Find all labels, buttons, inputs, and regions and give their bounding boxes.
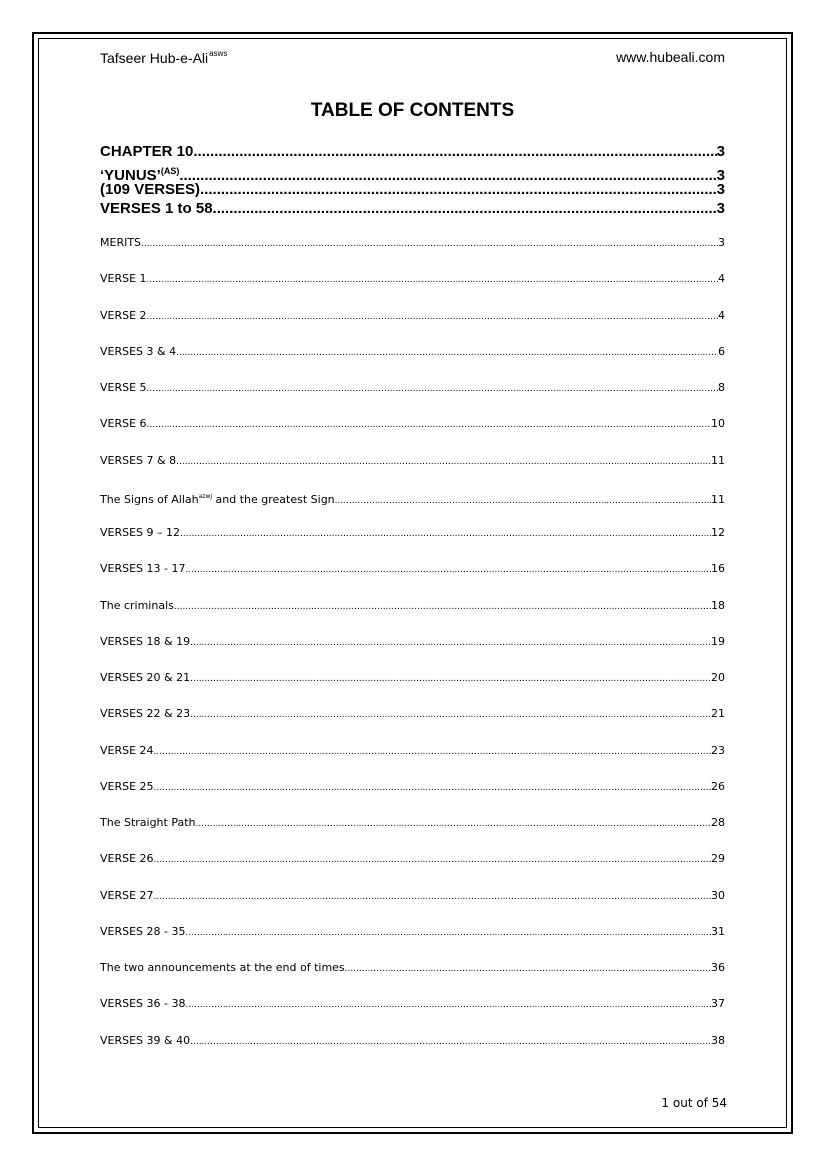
toc-page-number: 3 [716,167,725,184]
toc-entry-text: VERSES 20 & 21 [100,671,191,684]
toc-page-number: 3 [718,236,725,249]
toc-entry-text: The two announcements at the end of times [100,961,345,974]
toc-entry-text: VERSE 1 [100,272,147,285]
toc-dot-leader [154,745,711,759]
toc-page-number: 28 [711,816,725,829]
toc-entry-text: The Signs of Allah [100,493,199,506]
toc-entry-text: VERSE 26 [100,852,154,865]
toc-entry-label [100,526,180,540]
toc-entry-label [100,417,147,431]
toc-dot-leader [180,527,711,541]
toc-page-number: 29 [711,852,725,865]
toc-dot-leader [190,1035,711,1049]
toc-entry-label [100,143,193,161]
toc-entry[interactable] [100,961,725,975]
toc-entry-label [100,309,147,323]
toc-entry-text: The criminals [100,599,174,612]
toc-entry-sup: (AS) [160,166,180,176]
toc-entry[interactable] [100,744,725,758]
toc-entry-text: VERSES 7 & 8 [100,454,177,467]
toc-dot-leader [186,926,712,940]
toc-entry[interactable] [100,345,725,359]
toc-dot-leader [176,346,718,360]
toc-dot-leader [200,181,717,199]
toc-entry-label [100,852,154,866]
toc-dot-leader [196,817,712,831]
toc-page-number: 21 [711,707,725,720]
toc-dot-leader [141,237,718,251]
toc-entry-text: VERSES 13 - 17 [100,562,186,575]
toc-entry-text: VERSES 22 & 23 [100,707,191,720]
toc-entry-label [100,381,147,395]
toc-entry[interactable] [100,925,725,939]
toc-entry[interactable] [100,780,725,794]
toc-dot-leader [335,494,711,508]
toc-main-entry[interactable] [100,143,725,161]
toc-entry-text: VERSE 25 [100,780,154,793]
header-url[interactable]: www.hubeali.com [616,49,725,65]
toc-page-number: 10 [711,417,725,430]
toc-page-number: 3 [716,181,725,198]
toc-entry[interactable] [100,381,725,395]
toc-page-number: 19 [711,635,725,648]
toc-page-number: 38 [711,1034,725,1047]
toc-entry[interactable] [100,526,725,540]
toc-entry[interactable] [100,562,725,576]
toc-entry-label [100,490,335,507]
toc-entry-suffix: and the greatest Sign [212,493,335,506]
toc-dot-leader [193,143,716,161]
toc-entry-label [100,780,154,794]
toc-dot-leader [186,998,712,1012]
toc-entry-text: VERSE 5 [100,381,147,394]
toc-dot-leader [147,273,718,287]
toc-dot-leader [213,200,717,218]
toc-entry-label [100,200,213,218]
toc-page-number: 36 [711,961,725,974]
toc-entry-label [100,236,141,250]
toc-entry-label [100,635,190,649]
toc-entry-label [100,816,196,830]
toc-entry-text: VERSES 18 & 19 [100,635,191,648]
toc-page-number: 8 [718,381,725,394]
toc-entry-text: VERSES 1 to 58 [100,200,213,217]
toc-page-number: 26 [711,780,725,793]
toc-dot-leader [345,962,711,976]
toc-page-number: 3 [716,200,725,217]
toc-entry-label [100,181,200,199]
toc-entry-text: VERSES 36 - 38 [100,997,186,1010]
toc-entry-text: ‘YUNUS’ [100,167,161,184]
header-title-sup: asws [209,49,228,58]
toc-entry-text: MERITS [100,236,142,249]
toc-dot-leader [190,636,711,650]
toc-entry-label [100,345,176,359]
toc-entry[interactable] [100,852,725,866]
toc-entry-label [100,744,154,758]
toc-entry-label [100,997,186,1011]
toc-page-number: 16 [711,562,725,575]
toc-entry-text: VERSE 27 [100,889,154,902]
toc-entry[interactable] [100,816,725,830]
page-footer: 1 out of 54 [661,1096,727,1110]
toc-entry[interactable] [100,454,725,468]
toc-page-number: 20 [711,671,725,684]
toc-entry-text: VERSE 24 [100,744,154,757]
toc-page-number: 30 [711,889,725,902]
toc-entry-label [100,272,147,286]
toc-dot-leader [154,781,711,795]
toc-dot-leader [190,672,711,686]
toc-entry[interactable] [100,997,725,1011]
toc-entry[interactable] [100,309,725,323]
page-header [100,49,725,69]
toc-entry-text: VERSES 39 & 40 [100,1034,191,1047]
toc-entry-text: VERSES 28 - 35 [100,925,186,938]
toc-dot-leader [176,455,711,469]
toc-entry-text: CHAPTER 10 [100,143,194,160]
toc-entry[interactable] [100,490,725,504]
toc-entry-label [100,454,176,468]
toc-entry[interactable] [100,417,725,431]
toc-dot-leader [174,600,711,614]
toc-entry[interactable] [100,707,725,721]
header-title-text: Tafseer Hub-e-Ali [100,50,209,66]
toc-dot-leader [186,563,712,577]
toc-main-entry[interactable] [100,200,725,218]
toc-entry[interactable] [100,599,725,613]
toc-page-number: 37 [711,997,725,1010]
toc-dot-leader [154,853,711,867]
toc-page-number: 11 [711,493,725,506]
toc-entry-label [100,599,174,613]
toc-dot-leader [190,708,711,722]
toc-page-number: 12 [711,526,725,539]
toc-entry-label [100,1034,190,1048]
toc-dot-leader [154,890,711,904]
toc-page-number: 3 [716,143,725,160]
toc-entry[interactable] [100,236,725,250]
toc-page-number: 18 [711,599,725,612]
toc-entry-text: (109 VERSES) [100,181,201,198]
toc-entry[interactable] [100,635,725,649]
toc-entry-text: VERSES 3 & 4 [100,345,177,358]
header-title [100,49,227,66]
toc-entry-label [100,707,190,721]
toc-page-number: 11 [711,454,725,467]
toc-entry[interactable] [100,889,725,903]
toc-dot-leader [147,418,711,432]
toc-entry-text: The Straight Path [100,816,196,829]
toc-entry-label [100,889,154,903]
toc-page-number: 23 [711,744,725,757]
toc-entry[interactable] [100,1034,725,1048]
toc-main-entry[interactable] [100,181,725,199]
toc-page-number: 6 [718,345,725,358]
toc-entry-text: VERSE 6 [100,417,147,430]
page-title: TABLE OF CONTENTS [310,100,515,121]
toc-entry-label [100,961,345,975]
toc-page-number: 4 [718,309,725,322]
toc-page-number: 31 [711,925,725,938]
toc-entry-label [100,562,186,576]
toc-entry[interactable] [100,671,725,685]
toc-entry-label [100,671,190,685]
toc-dot-leader [147,310,718,324]
toc-main-entry[interactable] [100,162,725,184]
toc-entry-label [100,925,186,939]
toc-dot-leader [147,382,718,396]
toc-entry[interactable] [100,272,725,286]
toc-page-number: 4 [718,272,725,285]
toc-entry-text: VERSES 9 – 12 [100,526,181,539]
toc-entry-text: VERSE 2 [100,309,147,322]
toc-entry-sup: azwj [198,493,213,500]
